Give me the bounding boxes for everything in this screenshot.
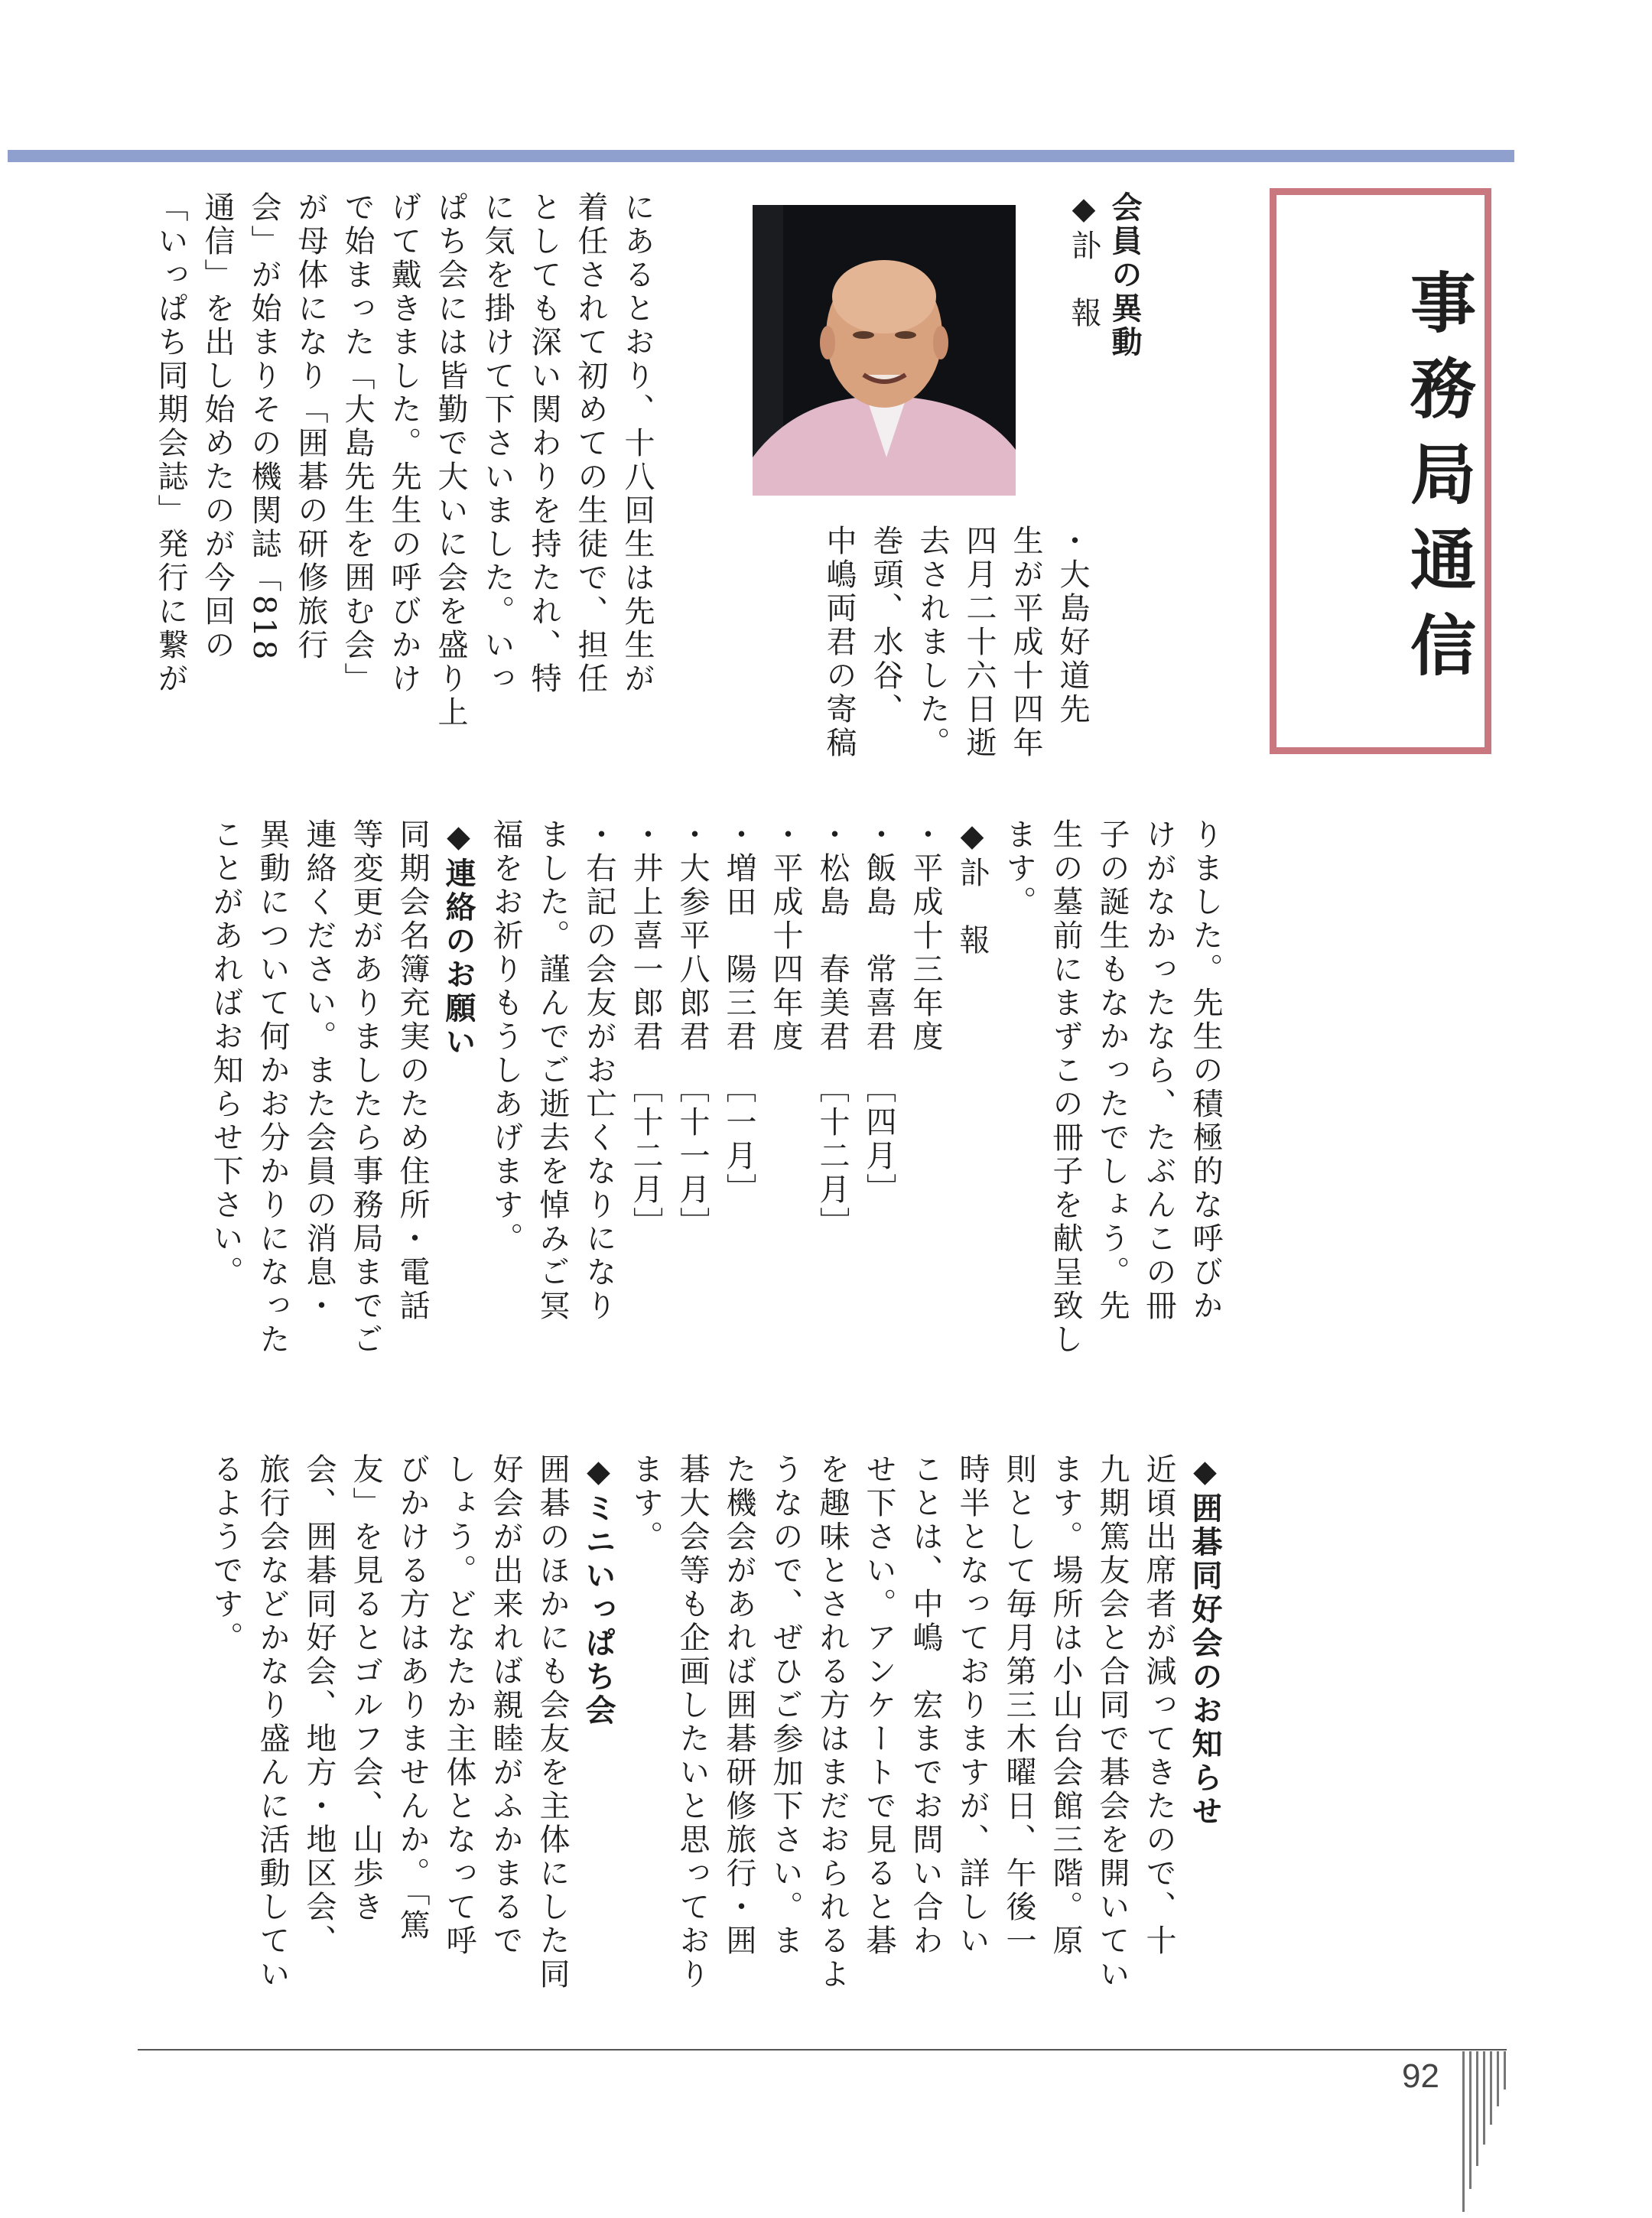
text-line: りました。先生の積極的な呼びか: [1188, 818, 1223, 1323]
text-line: ・松島 春美君 ［十二月］: [815, 818, 850, 1241]
text-line: げて戴きました。先生の呼びかけ: [386, 191, 421, 696]
text-line: ・大参平八郎君 ［十一月］: [675, 818, 710, 1241]
text-line: 近頃出席者が減ってきたので、十: [1141, 1453, 1176, 1958]
text-line: 碁大会等も企画したいと思っており: [675, 1453, 710, 1992]
text-line: に気を掛けて下さいました。いっ: [480, 191, 515, 696]
portrait-photo: [753, 205, 1016, 496]
section-heading: ◆ミニいっぱち会: [580, 1453, 616, 1728]
text-line: ます。場所は小山台会館三階。原: [1048, 1453, 1083, 1958]
text-line: けがなかったなら、たぶんこの冊: [1141, 818, 1176, 1323]
text-line: しょう。どなたか主体となって呼: [441, 1453, 476, 1958]
text-line: せ下さい。アンケートで見ると碁: [861, 1453, 896, 1958]
section-heading: ◆囲碁同好会のお知らせ: [1187, 1453, 1223, 1829]
text-line: るようです。: [208, 1453, 243, 1655]
text-line: 異動について何かお分かりになった: [255, 818, 290, 1357]
text-line: 九期篤友会と合同で碁会を開いてい: [1094, 1453, 1130, 1992]
text-line: ・飯島 常喜君 ［四月］: [861, 818, 896, 1207]
text-line: 則として毎月第三木曜日、午後一: [1001, 1453, 1036, 1958]
text-line: 連絡ください。また会員の消息・: [301, 818, 337, 1323]
text-line: 巻頭、水谷、: [868, 525, 903, 727]
text-line: ことがあればお知らせ下さい。: [208, 818, 243, 1289]
text-line: 去されました。: [915, 525, 950, 760]
text-line: ・右記の会友がお亡くなりになり: [581, 818, 616, 1323]
text-line: 旅行会などかなり盛んに活動してい: [255, 1453, 290, 1992]
text-line: ぱち会には皆勤で大いに会を盛り上: [433, 191, 468, 730]
text-line: 生の墓前にまずこの冊子を献呈致し: [1048, 818, 1083, 1357]
fuho-body-column: [147, 191, 660, 849]
section-heading: ◆訃 報: [954, 818, 990, 958]
text-line: にあるとおり、十八回生は先生が: [620, 191, 655, 696]
text-line: ことは、中嶋 宏までお問い合わ: [908, 1453, 943, 1958]
text-line: 福をお祈りもうしあげます。: [488, 818, 523, 1256]
portrait-image: [753, 205, 1016, 496]
text-line: ・平成十四年度: [768, 818, 803, 1054]
text-line: 子の誕生もなかったでしょう。先: [1094, 818, 1130, 1323]
page-number: 92: [1402, 2057, 1439, 2095]
text-line: うなので、ぜひご参加下さい。ま: [768, 1453, 803, 1958]
text-line: ・平成十三年度: [908, 818, 943, 1054]
text-line: 着任されて初めての生徒で、担任: [573, 191, 608, 696]
section-title: 事務局通信: [1399, 268, 1476, 697]
text-line: 会、囲碁同好会、地方・地区会、: [301, 1453, 337, 1958]
text-line: た機会があれば囲碁研修旅行・囲: [721, 1453, 756, 1958]
text-line: 時半となっておりますが、詳しい: [954, 1453, 990, 1958]
middle-section: [202, 818, 1228, 1415]
dept-heading: 会員の異動: [1107, 191, 1143, 359]
text-line: 生が平成十四年: [1008, 525, 1043, 760]
text-line: で始まった「大島先生を囲む会」: [340, 191, 375, 696]
text-line: ・大島好道先: [1055, 525, 1090, 727]
fuho-heading: ◆訃 報: [1066, 191, 1101, 330]
text-line: 等変更がありましたら事務局までご: [348, 818, 383, 1357]
text-line: びかける方はありませんか。「篤: [395, 1453, 430, 1943]
top-decorative-bar: [8, 150, 1514, 162]
text-line: 中嶋両君の寄稿: [821, 525, 857, 760]
footer-ornament: [1462, 2051, 1510, 2212]
text-line: ました。謹んでご逝去を悼みご冥: [535, 818, 570, 1323]
text-line: 四月二十六日逝: [961, 525, 997, 760]
text-line: 友」を見るとゴルフ会、山歩き: [348, 1453, 383, 1924]
footer-rule: [138, 2049, 1507, 2051]
text-line: 同期会名簿充実のため住所・電話: [395, 818, 430, 1323]
section-title-frame: [1270, 188, 1491, 754]
text-line: 通信」を出し始めたのが今回の: [200, 191, 235, 662]
section-heading: ◆連絡のお願い: [441, 818, 476, 1059]
text-line: ・増田 陽三君 ［一月］: [721, 818, 756, 1207]
text-line: ます。: [628, 1453, 663, 1554]
text-line: を趣味とされる方はまだおられるよ: [815, 1453, 850, 1992]
text-line: ・井上喜一郎君 ［十二月］: [628, 818, 663, 1241]
text-line: 会」が始まりその機関誌「818: [246, 191, 281, 663]
text-line: ます。: [1001, 818, 1036, 919]
lower-section: [202, 1453, 1228, 2034]
text-line: としても深い関わりを持たれ、特: [526, 191, 561, 696]
fuho-intro-column: [815, 525, 1095, 846]
text-line: が母体になり「囲碁の研修旅行: [293, 191, 328, 662]
text-line: 囲碁のほかにも会友を主体にした同: [535, 1453, 570, 1992]
text-line: 「いっぱち同期会誌」発行に繋が: [153, 191, 188, 696]
text-line: 好会が出来れば親睦がふかまるで: [488, 1453, 523, 1958]
